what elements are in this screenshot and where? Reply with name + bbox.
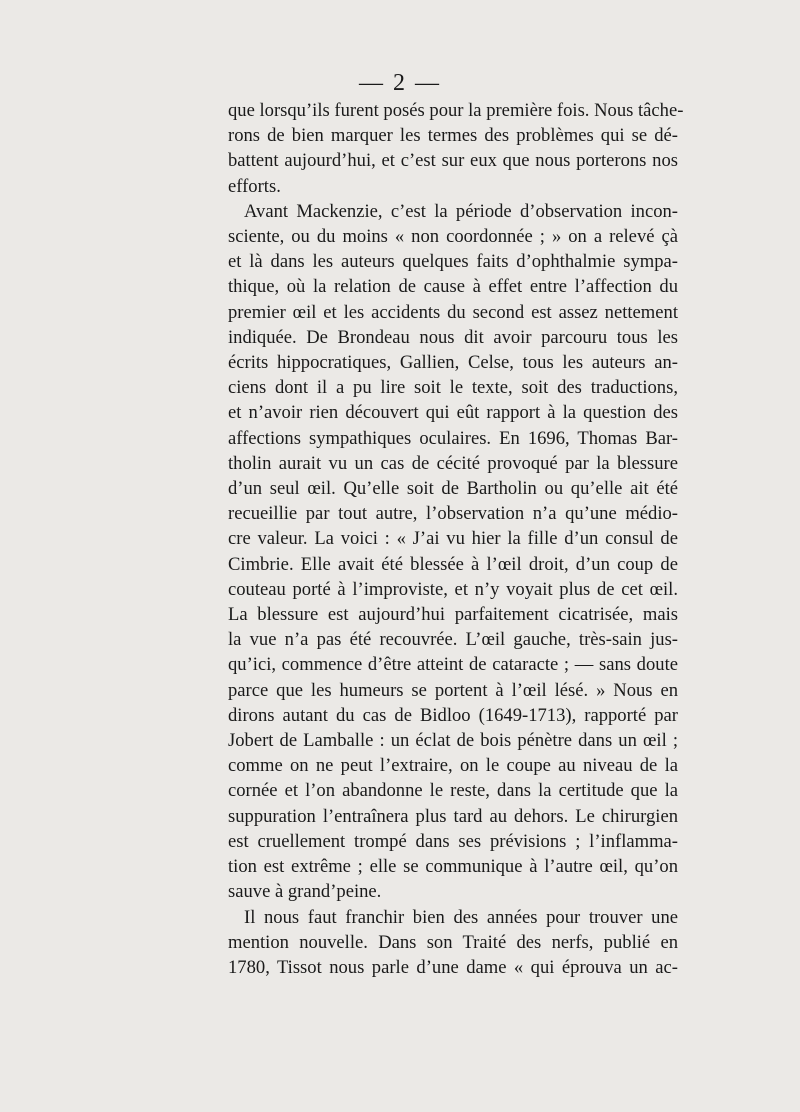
text-line: Il nous faut franchir bien des années pour trouver une [244,906,678,928]
text-line: mention nouvelle. Dans son Traité des nerfs, publié en [228,931,678,953]
text-line: cornée et l’on abandonne le reste, dans la certitude que la [228,780,678,802]
text-line: tholin aurait vu un cas de cécité provoqué par la blessure [228,452,678,474]
text-line: affections sympathiques oculaires. En 1696, Thomas Bar- [228,427,678,449]
text-line: efforts. [228,175,281,197]
text-line: et là dans les auteurs quelques faits d’ophthalmie sympa- [228,251,678,273]
text-line: sciente, ou du moins « non coordonnée ; » on a relevé çà [228,226,678,248]
text-line: sauve à grand’peine. [228,881,382,903]
text-line: qu’ici, commence d’être atteint de cataracte ; — sans doute [228,654,678,676]
text-line: battent aujourd’hui, et c’est sur eux que nous porterons nos [228,150,678,172]
text-line: et n’avoir rien découvert qui eût rapport à la question des [228,402,678,424]
text-line: thique, où la relation de cause à effet entre l’affection du [228,276,678,298]
text-line: écrits hippocratiques, Gallien, Celse, tous les auteurs an- [228,352,678,374]
text-line: la vue n’a pas été recouvrée. L’œil gauche, très-sain jus- [228,629,678,651]
text-line: cre valeur. La voici : « J’ai vu hier la fille d’un consul de [228,528,678,550]
text-line: comme on ne peut l’extraire, on le coupe au niveau de la [228,755,678,777]
text-line: ciens dont il a pu lire soit le texte, soit des traductions, [228,377,678,399]
text-line: rons de bien marquer les termes des problèmes qui se dé- [228,125,678,147]
text-line: recueillie par tout autre, l’observation n’a qu’une médio- [228,503,678,525]
text-line: indiquée. De Brondeau nous dit avoir parcouru tous les [228,326,678,348]
text-line: La blessure est aujourd’hui parfaitement cicatrisée, mais [228,604,678,626]
text-line: Jobert de Lamballe : un éclat de bois pénètre dans un œil ; [228,730,678,752]
text-line: est cruellement trompé dans ses prévisions ; l’inflamma- [228,830,678,852]
text-line: premier œil et les accidents du second est assez nettement [228,301,678,323]
text-line: que lorsqu’ils furent posés pour la première fois. Nous tâche- [228,100,684,121]
text-line: suppuration l’entraînera plus tard au dehors. Le chirurgien [228,805,678,827]
text-line: tion est extrême ; elle se communique à l’autre œil, qu’on [228,856,678,878]
text-line: parce que les humeurs se portent à l’œil lésé. » Nous en [228,679,678,701]
text-line: couteau porté à l’improviste, et n’y voyait plus de cet œil. [228,578,678,600]
text-line: d’un seul œil. Qu’elle soit de Bartholin ou qu’elle ait été [228,478,678,500]
text-line: Avant Mackenzie, c’est la période d’observation incon- [244,200,678,222]
page-number: — 2 — [359,70,441,96]
text-line: 1780, Tissot nous parle d’une dame « qui éprouva un ac- [228,956,678,978]
text-block [228,98,684,980]
text-line: Cimbrie. Elle avait été blessée à l’œil droit, d’un coup de [228,553,678,575]
text-line: dirons autant du cas de Bidloo (1649-1713), rapporté par [228,704,678,726]
